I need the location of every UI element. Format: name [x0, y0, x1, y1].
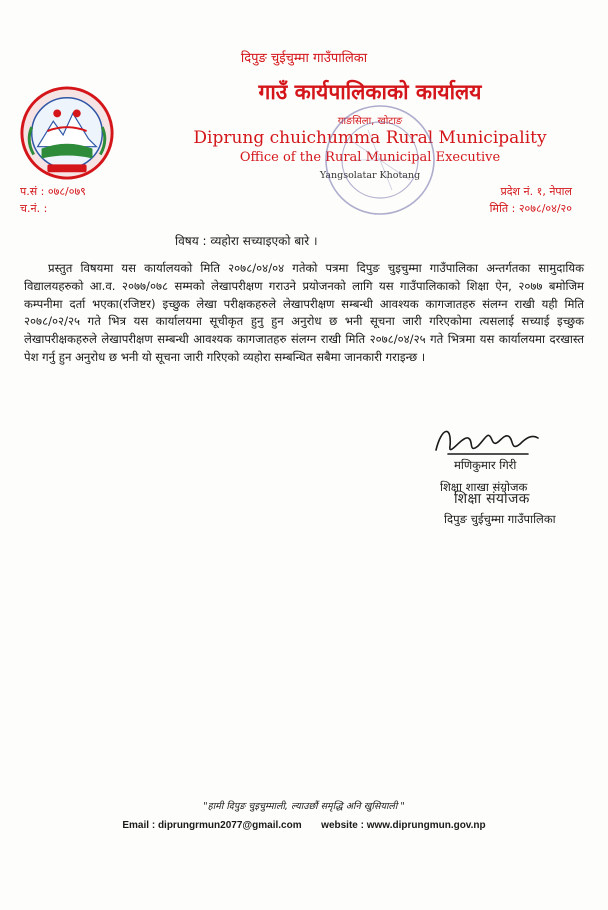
letter-body	[24, 260, 584, 367]
office-stamp-seal	[320, 100, 440, 220]
letterhead-municipality-ne: दिपुङ चुईचुम्मा गाउँपालिका	[240, 51, 368, 66]
letter-date: मिति : २०७८/०४/२०	[489, 202, 572, 215]
handwritten-signature	[428, 416, 548, 464]
address-date-block	[490, 183, 572, 217]
footer-contact	[0, 820, 608, 831]
website-link[interactable]: www.diprungmun.gov.np	[366, 820, 486, 831]
signatory-name: मणिकुमार गिरी	[454, 458, 517, 472]
email-link[interactable]: diprungrmun2077@gmail.com	[157, 820, 302, 831]
reference-block	[20, 183, 86, 217]
email-label: Email :	[122, 820, 156, 831]
signatory-organization: दिपुङ चुईचुम्मा गाउँपालिका	[444, 512, 556, 526]
municipality-emblem	[18, 84, 116, 182]
website-label: website :	[321, 820, 364, 831]
body-paragraph: प्रस्तुत विषयमा यस कार्यालयको मिति २०७८/०४/०४ गतेको पत्रमा दिपुङ चुइचुम्मा गाउँपालिका अन्तर्गतका सामुदायिक विद्यालयहरुको आ.व. २०७७/०७८ सम्मको लेखापरीक्षण गराउने प्रयोजनको लागि यस गाउँपालिकाको शिक्षा ऐन, २०७७ बमोजिम कम्पनीमा दर्ता भएका(रजिष्टर) इच्छुक लेखा परीक्षकहरुले लेखापरीक्षण सम्बन्धी आवश्यक कागजातहरु संलग्न राखी यही मिति २०७८/०२/२५ गते भित्र यस कार्यालयमा सूचीकृत हुनु हुन अनुरोध छ भनी सूचना जारी गरिएकोमा त्यसलाई सच्याई इच्छुक लेखापरीक्षकहरुले लेखापरीक्षण सम्बन्धी आवश्यक कागजातहरु संलग्न राखी मिति २०७८/०४/२५ गते भित्रमा यस कार्यालयमा दरखास्त पेश गर्नु हुन अनुरोध छ भनी यो सूचना जारी गरिएको व्यहोरा सम्बन्धित सबैमा जानकारी गराइन्छ ।	[24, 261, 584, 364]
province-label: प्रदेश नं. १, नेपाल	[500, 185, 572, 198]
letterhead-municipality-en: Diprung chuichumma Rural Municipality	[193, 128, 547, 148]
subject-line: विषय : व्यहोरा सच्याइएको बारे ।	[175, 234, 318, 248]
letterhead-address-ne: याङसिला, खोटाङ	[337, 116, 403, 127]
letterhead-address-en: Yangsolatar Khotang	[319, 170, 421, 181]
letterhead-office-ne: गाउँ कार्यपालिकाको कार्यालय	[258, 80, 482, 104]
signatory-title: शिक्षा शाखा संयोजक	[440, 480, 528, 494]
letter-number: प.सं : ०७८/०७९	[20, 185, 86, 198]
signatory-stamp-title: शिक्षा संयोजक	[454, 491, 530, 507]
letterhead-office-en: Office of the Rural Municipal Executive	[239, 150, 501, 165]
footer-slogan: "हामी दिपुङ चुइचुम्माली, ल्याउछौं समृद्धि अनि खुसियाली "	[203, 801, 405, 812]
dispatch-number: च.नं. :	[20, 202, 48, 215]
